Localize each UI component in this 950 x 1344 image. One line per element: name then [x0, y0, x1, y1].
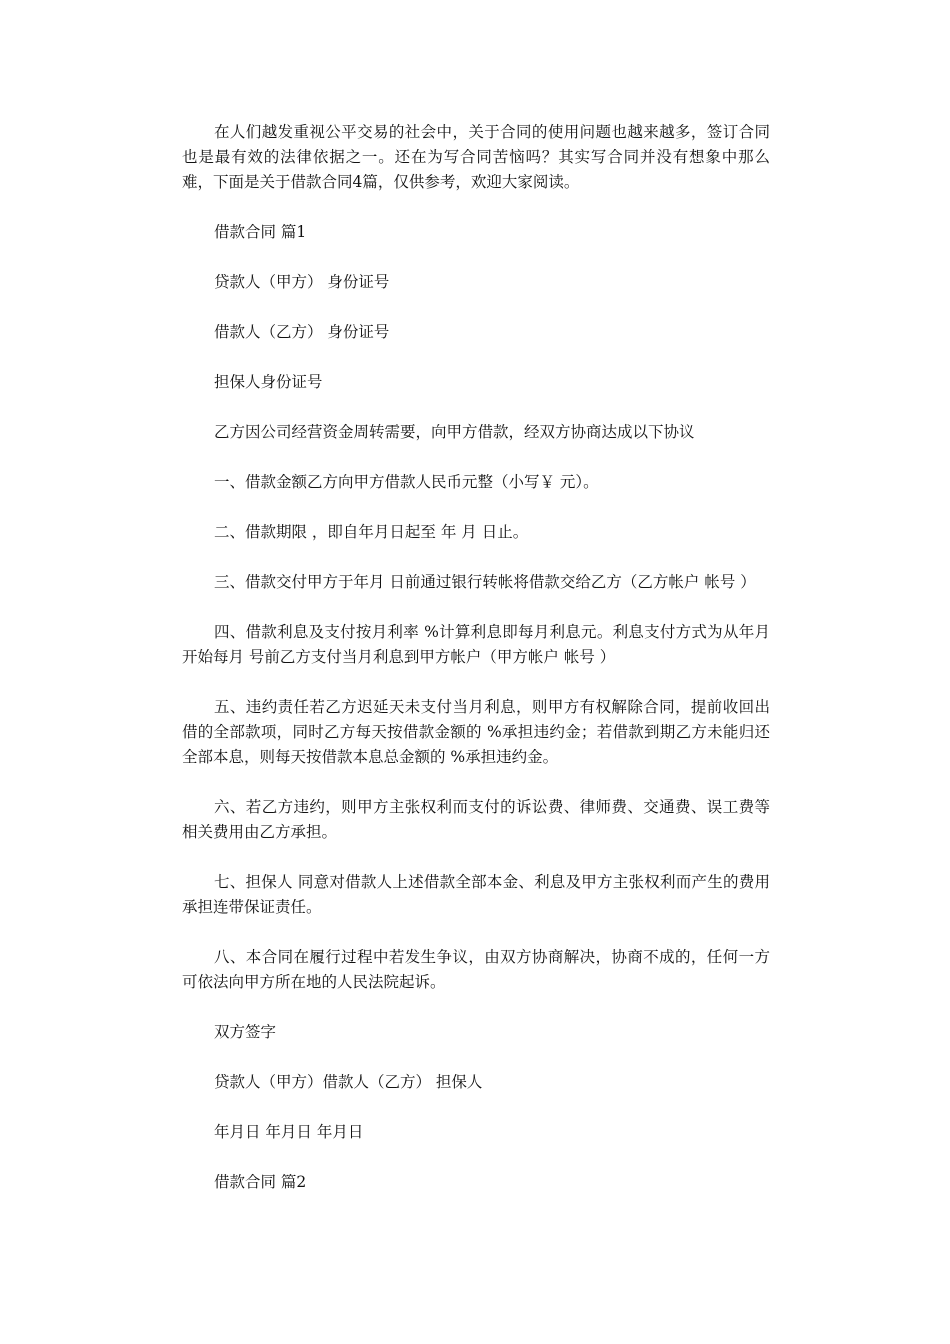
agreement-preamble: 乙方因公司经营资金周转需要，向甲方借款，经双方协商达成以下协议 — [214, 423, 695, 441]
clause-3: 三、借款交付甲方于年月 日前通过银行转帐将借款交给乙方（乙方帐户 帐号 ） — [214, 573, 756, 591]
clause-2: 二、借款期限 ，即自年月日起至 年 月 日止。 — [214, 523, 529, 541]
clause-6: 六、若乙方违约，则甲方主张权利而支付的诉讼费、律师费、交通费、误工费等相关费用由乙方承担。 — [182, 798, 770, 841]
clause-1: 一、借款金额乙方向甲方借款人民币元整（小写￥ 元）。 — [214, 473, 599, 491]
signature-parties: 贷款人（甲方）借款人（乙方） 担保人 — [214, 1073, 483, 1091]
guarantor-line: 担保人身份证号 — [214, 373, 323, 391]
signature-heading: 双方签字 — [214, 1023, 277, 1041]
clause-4: 四、借款利息及支付按月利率 %计算利息即每月利息元。利息支付方式为从年月开始每月 号前乙方支付当月利息到甲方帐户（甲方帐户 帐号 ） — [182, 623, 770, 666]
lender-line: 贷款人（甲方） 身份证号 — [214, 273, 390, 291]
section-heading-1: 借款合同 篇1 — [214, 223, 307, 241]
clause-7: 七、担保人 同意对借款人上述借款全部本金、利息及甲方主张权利而产生的费用承担连带保证责任。 — [182, 873, 770, 916]
section-heading-2: 借款合同 篇2 — [214, 1173, 307, 1191]
intro-paragraph: 在人们越发重视公平交易的社会中，关于合同的使用问题也越来越多，签订合同也是最有效的法律依据之一。还在为写合同苦恼吗？其实写合同并没有想象中那么难，下面是关于借款合同4篇，仅供参考，欢迎大家阅读。 — [182, 123, 770, 191]
document-body — [182, 120, 770, 1220]
clause-8: 八、本合同在履行过程中若发生争议，由双方协商解决，协商不成的，任何一方可依法向甲方所在地的人民法院起诉。 — [182, 948, 770, 991]
signature-dates: 年月日 年月日 年月日 — [214, 1123, 364, 1141]
borrower-line: 借款人（乙方） 身份证号 — [214, 323, 390, 341]
clause-5: 五、违约责任若乙方迟延天未支付当月利息，则甲方有权解除合同，提前收回出借的全部款项，同时乙方每天按借款金额的 %承担违约金；若借款到期乙方未能归还全部本息，则每天按借款本息总金额的 %承担违约金。 — [182, 698, 770, 766]
